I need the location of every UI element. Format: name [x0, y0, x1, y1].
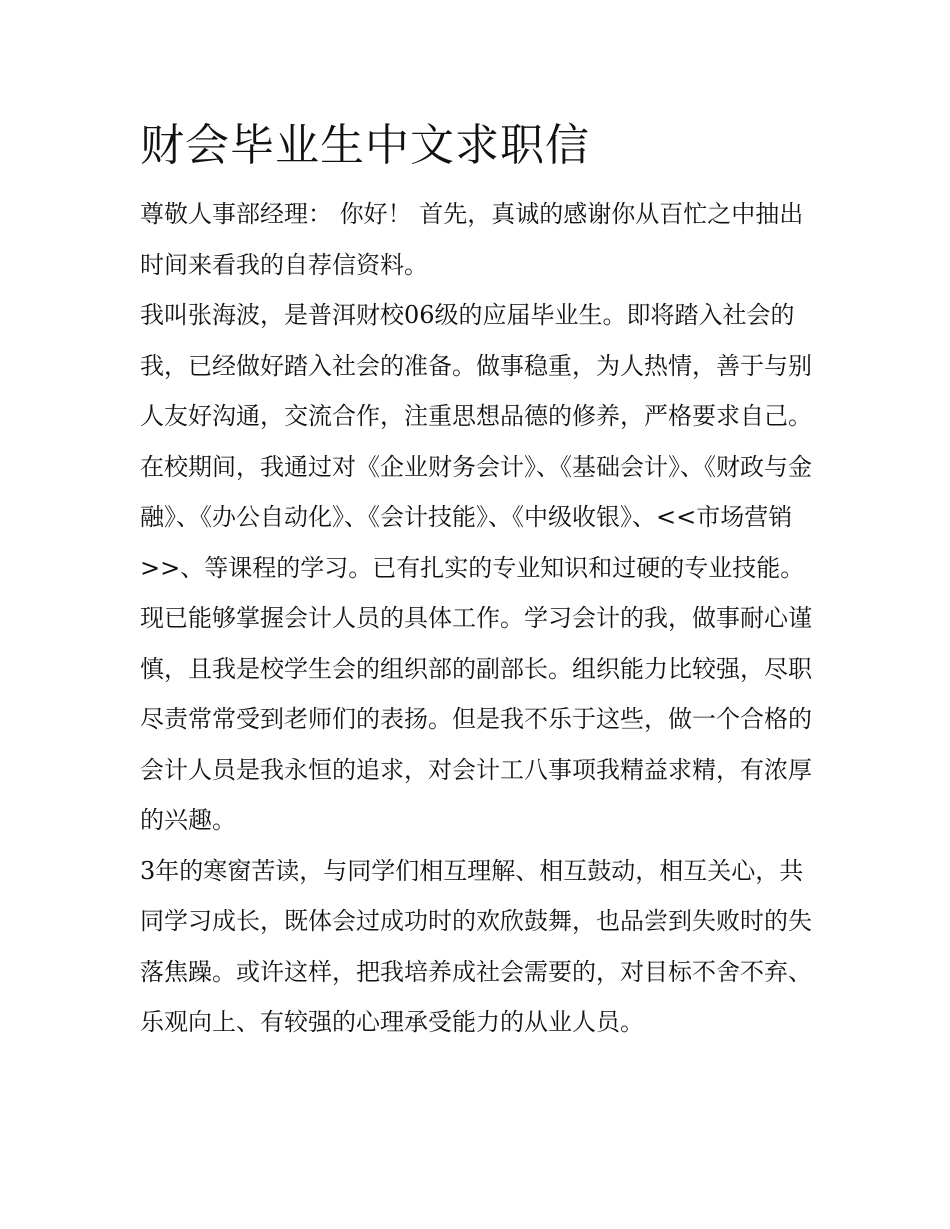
paragraph-studies: 在校期间，我通过对《企业财务会计》、《基础会计》、《财政与金融》、《办公自动化》、《会计技能》、《中级收银》、<<市场营销>>、等课程的学习。已有扎实的专业知识和过硬的专业技能。现已能够掌握会计人员的具体工作。学习会计的我，做事耐心谨慎，且我是校学生会的组织部的副部长。组织能力比较强，尽职尽责常常受到老师们的表扬。但是我不乐于这些，做一个合格的会计人员是我永恒的追求，对会计工八事项我精益求精，有浓厚的兴趣。: [140, 452, 812, 834]
paragraph-experience: 3年的寒窗苦读，与同学们相互理解、相互鼓动，相互关心，共同学习成长，既体会过成功时的欢欣鼓舞，也品尝到失败时的失落焦躁。或许这样，把我培养成社会需要的，对目标不舍不弃、乐观向上、有较强的心理承受能力的从业人员。: [140, 856, 812, 1036]
paragraph-introduction: 我叫张海波，是普洱财校06级的应届毕业生。即将踏入社会的我，已经做好踏入社会的准备。做事稳重，为人热情，善于与别人友好沟通，交流合作，注重思想品德的修养，严格要求自己。: [140, 301, 812, 430]
document-title: 财会毕业生中文求职信: [140, 120, 590, 171]
document-body: [140, 115, 812, 1048]
paragraph-greeting: 尊敬人事部经理： 你好！ 首先，真诚的感谢你从百忙之中抽出时间来看我的自荐信资料。: [140, 200, 804, 279]
